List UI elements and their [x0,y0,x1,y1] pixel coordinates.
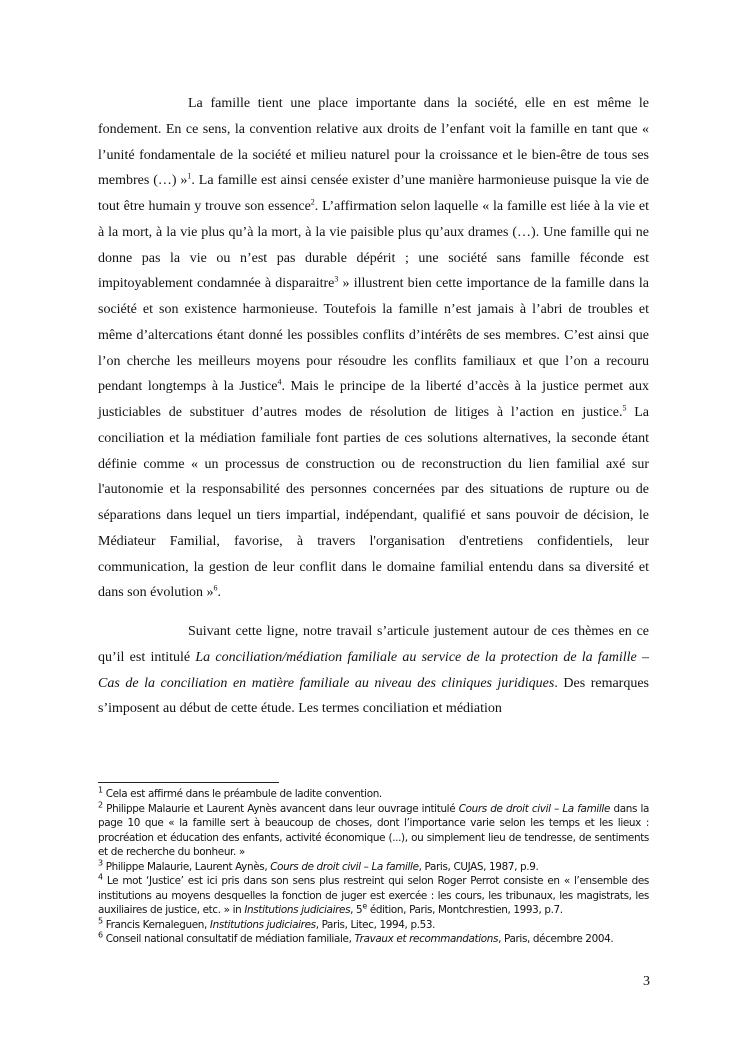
footnote-ref: 5 [98,916,103,926]
text-run: La conciliation et la médiation familiale font parties de ces solutions alternatives, la seconde étant définie comme « un processus de construction ou de reconstruction du lien familial axé sur l'autonomie et la responsabilité des personnes concernées par des situations de rupture ou de séparations dans lequel un tiers impartial, indépendant, qualifié et sans pouvoir de décision, le Médiateur Familial, favorise, à travers l'organisation d'entretiens confidentiels, leur communication, la gestion de leur conflit dans le domaine familial entendu dans sa diversité et dans son évolution » [98,405,650,601]
footnote-ref: 6 [98,930,103,940]
paragraph [98,91,649,606]
italic-text: Cours de droit civil – La famille [270,860,419,873]
text-run: Le mot ‘Justice’ est ici pris dans son sens plus restreint qui selon Roger Perrot consiste en « l’ensemble des institutions au moyens desquelles la fonction de juger est exercée : les cours, les tribunaux, les magistrats, les auxiliaires de justice, etc. » in [98,875,649,916]
footnote-separator [98,782,279,783]
text-run: Francis Kernaleguen, [102,918,210,931]
italic-text: Institutions judiciaires [209,918,316,931]
paragraph [98,619,649,722]
footnote-ref: 3 [98,858,103,868]
italic-text: Institutions judiciaires [244,904,351,916]
footnotes [98,787,649,947]
footnote-ref: 3 [334,274,339,284]
text-run: » illustrent bien cette importance de la famille dans la société et son existence harmonieuse. Toutefois la famille n’est jamais à l’abri de troubles et même d’altercations étant donné les possibles conflits d’intérêts de ses membres. C’est ainsi que l’on cherche les meilleurs moyens pour résoudre les conflits familiaux et que l’on a recouru pendant longtemps à la Justice [98,276,649,395]
footnote [98,874,649,918]
text-run: dans la page 10 que « la famille sert à beaucoup de choses, dont l’importance varie selon les temps et les lieux : procréation et éducation des enfants, activité économique (...), ou simplement lieu de tendresse, de sentiments et de recherche du bonheur. » [98,802,650,858]
footnote-ref: 4 [277,377,282,387]
text-run: . [217,585,221,601]
italic-text: La conciliation/médiation familiale au service de la protection de la famille – Cas de la conciliation en matière familiale au niveau des cliniques juridiques [98,649,649,691]
text-run: , Paris, décembre 2004. [498,933,614,945]
italic-text: Travaux et recommandations [354,933,499,945]
text-run: édition, Paris, Montchrestien, 1993, p.7. [366,904,563,916]
text-run: Philippe Malaurie, Laurent Aynès, [102,860,271,873]
footnote [98,918,649,933]
footnote-ref: 2 [98,800,103,810]
text-run: . Mais le principe de la liberté d’accès à la justice permet aux justiciables de substituer d’autres modes de résolution de litiges à l’action en justice. [98,379,649,420]
footnote [98,787,649,802]
footnote [98,802,649,860]
page-number: 3 [643,974,650,989]
text-run: . L’affirmation selon laquelle « la famille est liée à la vie et à la mort, à la vie plus qu’à la mort, à la vie paisible plus qu’aux drames (…). Une famille qui ne donne pas la vie ou n’est pas durable dépérit ; une société sans famille féconde est impitoyablement condamnée à disparaitre [98,199,649,292]
footnote-ref: 5 [622,403,627,413]
footnote-ref: 1 [98,785,103,795]
text-run: Conseil national consultatif de médiation familiale, [102,933,355,945]
text-run: La famille tient une place importante dans la société, elle en est même le fondement. En ce sens, la convention relative aux droits de l’enfant voit la famille en tant que « l’unité fondamentale de la société et milieu naturel pour la croissance et le bien-être de tous ses membres (…) » [98,96,649,189]
text-run: , Paris, CUJAS, 1987, p.9. [418,860,539,873]
text-run: Suivant cette ligne, notre travail s’articule justement autour de ces thèmes en ce qu’il est intitulé [98,624,649,665]
footnote-ref: 4 [98,872,103,882]
italic-text: Cours de droit civil – La famille [458,802,611,815]
footnote [98,932,649,947]
footnote [98,860,649,875]
text-run: , 5 [350,904,363,916]
footnote-ref: 2 [310,197,315,207]
footnote-ref: e [362,901,367,911]
body-text [98,91,649,722]
text-run: . La famille est ainsi censée exister d’une manière harmonieuse puisque la vie de tout être humain y trouve son essence [98,173,649,214]
text-run: Philippe Malaurie et Laurent Aynès avancent dans leur ouvrage intitulé [102,802,459,815]
footnote-ref: 6 [213,583,218,593]
text-run: . Des remarques s’imposent au début de cette étude. Les termes conciliation et médiation [98,675,649,717]
text-run: Cela est affirmé dans le préambule de ladite convention. [102,788,382,800]
footnote-ref: 1 [187,171,192,181]
text-run: , Paris, Litec, 1994, p.53. [315,918,436,931]
